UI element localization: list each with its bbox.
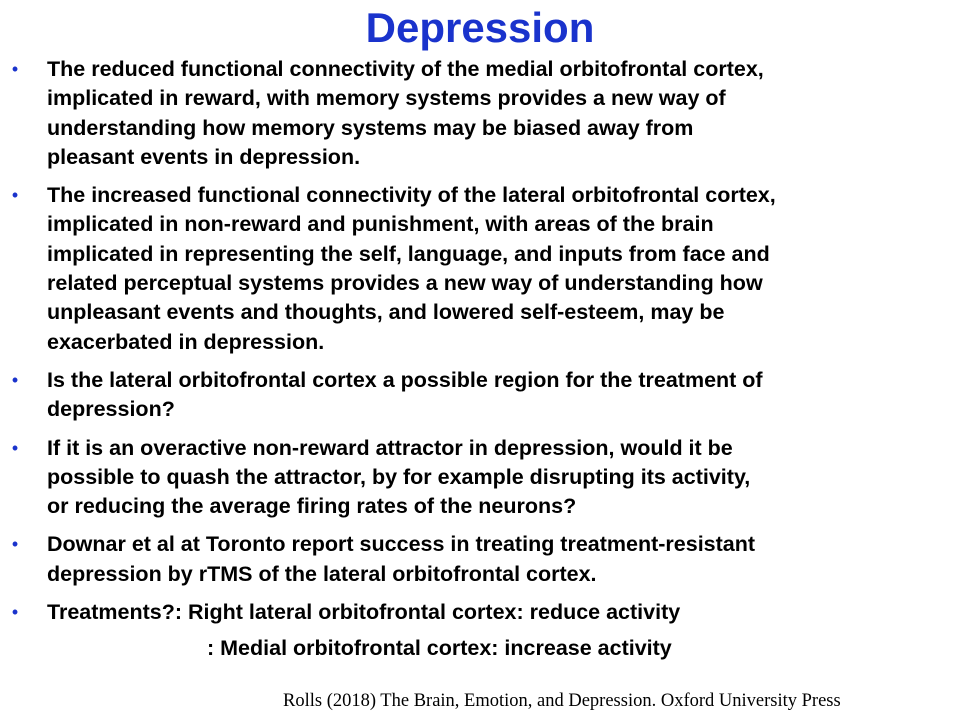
bullet-dot-icon: • [11, 185, 19, 206]
bullet-text-line: unpleasant events and thoughts, and lowered self-esteem, may be [47, 300, 725, 325]
bullet-text-line: possible to quash the attractor, by for example disrupting its activity, [47, 464, 751, 489]
treatment-continuation-line: : Medial orbitofrontal cortex: increase activity [207, 636, 672, 660]
bullet-dot-icon: • [11, 437, 19, 458]
bullet-text-line: pleasant events in depression. [47, 144, 361, 169]
bullet-dot-icon: • [11, 369, 19, 390]
bullet-text-line: implicated in representing the self, language, and inputs from face and [47, 241, 770, 266]
bullet-text-line: understanding how memory systems may be biased away from [47, 115, 694, 140]
bullet-text-line: exacerbated in depression. [47, 329, 325, 354]
bullet-text-line: Is the lateral orbitofrontal cortex a possible region for the treatment of [47, 367, 763, 392]
bullet-list [8, 55, 954, 636]
bullet-text-line: The increased functional connectivity of the lateral orbitofrontal cortex, [47, 183, 776, 208]
bullet-item [8, 434, 954, 522]
bullet-item [8, 55, 954, 172]
bullet-text-line: implicated in non-reward and punishment, with areas of the brain [47, 212, 714, 237]
bullet-text-line: Treatments?: Right lateral orbitofrontal cortex: reduce activity [47, 600, 681, 625]
bullet-item [8, 181, 954, 357]
bullet-dot-icon: • [11, 602, 19, 623]
bullet-text-line: Downar et al at Toronto report success in treating treatment-resistant [47, 532, 756, 557]
bullet-text-line: If it is an overactive non-reward attractor in depression, would it be [47, 435, 733, 460]
bullet-text-line: The reduced functional connectivity of the medial orbitofrontal cortex, [47, 57, 764, 81]
bullet-item [8, 530, 954, 589]
bullet-item [8, 366, 954, 425]
bullet-text-line: depression by rTMS of the lateral orbitofrontal cortex. [47, 561, 597, 586]
bullet-text-line: or reducing the average firing rates of the neurons? [47, 494, 577, 519]
bullet-text-line: implicated in reward, with memory systems provides a new way of [47, 86, 726, 111]
slide-title: Depression [365, 4, 595, 51]
bullet-text-line: related perceptual systems provides a new way of understanding how [47, 271, 763, 296]
bullet-text-line: depression? [47, 397, 175, 422]
bullet-dot-icon: • [11, 59, 19, 79]
bullet-item [8, 598, 954, 627]
citation: Rolls (2018) The Brain, Emotion, and Depression. Oxford University Press [283, 691, 841, 711]
bullet-dot-icon: • [11, 534, 19, 555]
